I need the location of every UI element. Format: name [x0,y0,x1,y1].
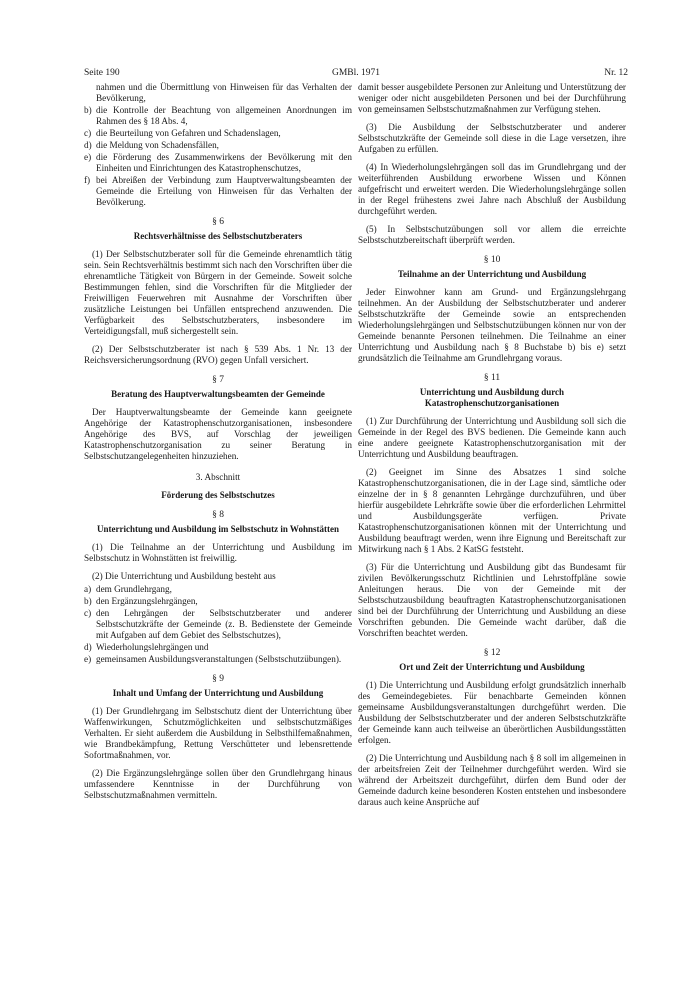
list-item: nahmen und die Übermittlung von Hinweisen für das Verhalten der Bevölkerung, [96,82,352,103]
left-column [84,82,352,808]
paragraph: Jeder Einwohner kann am Grund- und Ergänzungslehrgang teilnehmen. An der Ausbildung der Selbstschutzberater und anderer Selbstschutzkräfte der Gemeinde sowie an entsprechenden Wiederholungslehrgängen und Selbstschutzübungen können nur von der Gemeinde benannte Personen teilnehmen. Die Teilnahme an einer Unterrichtung und Ausbildung nach § 8 Buchstabe b) bis e) setzt grundsätzlich die Teilnahme am Grundlehrgang voraus. [358,287,626,363]
section-number: § 11 [483,373,501,383]
paragraph: (2) Die Unterrichtung und Ausbildung nach § 8 soll im allgemeinen in der arbeitsfreien Zeit der Teilnehmer durchgeführt werden. Wird sie während der Arbeitszeit durchgeführt, dürfen dem Bund oder der Gemeinde dadurch keine besonderen Kosten entstehen und insbesondere daraus auch keine Ansprüche auf [358,753,626,807]
paragraph: (3) Für die Unterrichtung und Ausbildung gibt das Bundesamt für zivilen Bevölkerungsschutz Richtlinien und Lehrstoffpläne sowie Anleitungen heraus. Die von der Gemeinde mit der Selbstschutzausbildung beauftragten Katastrophenschutzorganisationen sind bei der Durchführung der Unterrichtung und Ausbildung an diese Vorschriften gebunden. Die Gemeinde wacht darüber, daß die Vorschriften beachtet werden. [358,562,626,638]
paragraph: (1) Die Teilnahme an der Unterrichtung und Ausbildung im Selbstschutz in Wohnstätten ist freiwillig. [84,542,352,563]
paragraph: (1) Der Selbstschutzberater soll für die Gemeinde ehrenamtlich tätig sein. Sein Rechtsverhältnis bestimmt sich nach den Vorschriften über die ehrenamtliche Tätigkeit von Bürgern in der Gemeinde. Soweit solche Bestimmungen fehlen, sind die Vorschriften für die Mitglieder der Freiwilligen Feuerwehren mit Ausnahme der Vorschriften über zusätzliche Leistungen bei Unfällen entsprechend anzuwenden. Die Verfügbarkeit des Selbstschutzberaters, insbesondere im Verteidigungsfall, muß sichergestellt sein. [84,249,352,336]
section-number: § 6 [212,217,224,227]
list-item: d) die Meldung von Schadensfällen, [84,140,219,150]
paragraph: (1) Zur Durchführung der Unterrichtung und Ausbildung soll sich die Gemeinde in der Regel des BVS bedienen. Die Gemeinde kann auch eine andere geeignete Katastrophenschutzorganisation mit der Unterrichtung und Ausbildung beauftragen. [358,416,626,459]
section-title: Beratung des Hauptverwaltungsbeamten der Gemeinde [111,389,325,399]
section-title: Inhalt und Umfang der Unterrichtung und Ausbildung [112,688,324,698]
issue-number: Nr. 12 [604,68,628,78]
section-title: Ort und Zeit der Unterrichtung und Ausbildung [399,662,585,672]
paragraph: (1) Die Unterrichtung und Ausbildung erfolgt grundsätzlich innerhalb des Gemeindegebietes. Für benachbarte Gemeinden können gemeinsame Ausbildungsveranstaltungen durchgeführt werden. Die Ausbildung der Selbstschutzberater und der anderen Selbstschutzkräfte der Gemeinde kann auch teilweise an überörtlichen Ausbildungsstätten erfolgen. [358,680,626,745]
section-number: § 10 [483,255,501,265]
list-item: c) die Beurteilung von Gefahren und Schadenslagen, [84,128,281,138]
paragraph: (4) In Wiederholungslehrgängen soll das im Grundlehrgang und der weiterführenden Ausbildung erworbene Wissen und Können aufgefrischt und erweitert werden. Die Wiederholungslehrgänge sollen in der Regel frühestens zwei Jahre nach Abschluß der Ausbildung durchgeführt werden. [358,162,626,216]
page-number: Seite 190 [84,68,120,78]
paragraph: (1) Der Grundlehrgang im Selbstschutz dient der Unterrichtung über Waffenwirkungen, Schutzmöglichkeiten und selbstschutzmäßiges Verhalten. Er sieht außerdem die Ausbildung in Selbsthilfemaßnahmen, wie Brandbekämpfung, Rettung Verschütteter und lebensrettende Sofortmaßnahmen, vor. [84,706,352,760]
part-title: Förderung des Selbstschutzes [161,490,275,500]
list-item: b) die Kontrolle der Beachtung von allgemeinen Anordnungen im Rahmen des § 18 Abs. 4, [84,105,352,126]
list-item: d) Wiederholungslehrgängen und [84,642,209,652]
intro-list [84,82,352,208]
training-list [84,584,352,665]
section-number: § 8 [212,510,224,520]
paragraph: (2) Der Selbstschutzberater ist nach § 539 Abs. 1 Nr. 13 der Reichsversicherungsordnung (RVO) gegen Unfall versichert. [84,344,352,365]
list-item: e) die Förderung des Zusammenwirkens der Bevölkerung mit den Einheiten und Einrichtungen des Katastrophenschutzes, [84,152,352,173]
list-item: a) dem Grundlehrgang, [84,584,172,594]
section-number: § 12 [483,648,501,658]
list-item: c) den Lehrgängen der Selbstschutzberater und anderer Selbstschutzkräfte der Gemeinde (z. B. Bedienstete der Gemeinde mit Aufgaben auf dem Gebiet des Selbstschutzes), [84,608,352,640]
journal-reference: GMBl. 1971 [331,68,381,78]
paragraph: (3) Die Ausbildung der Selbstschutzberater und anderer Selbstschutzkräfte der Gemeinde soll diese in die Lage versetzen, ihre Aufgaben zu erfüllen. [358,122,626,154]
paragraph: (2) Die Ergänzungslehrgänge sollen über den Grundlehrgang hinaus umfassendere Kenntnisse in der Durchführung von Selbstschutzmaßnahmen vermitteln. [84,768,352,800]
page-header [84,68,628,82]
right-column [358,82,626,815]
paragraph: Der Hauptverwaltungsbeamte der Gemeinde kann geeignete Angehörige der Katastrophenschutzorganisationen, insbesondere Angehörige des BVS, auf Vorschlag der jeweiligen Katastrophenschutzorganisation zu seiner Beratung in Selbstschutzangelegenheiten hinzuziehen. [84,407,352,461]
paragraph: damit besser ausgebildete Personen zur Anleitung und Unterstützung der weniger oder nicht ausgebildeten Personen und bei der Durchführung von gemeinsamen Selbstschutzmaßnahmen zur Verfügung stehen. [358,82,626,114]
list-item: b) den Ergänzungslehrgängen, [84,596,198,606]
paragraph: (5) In Selbstschutzübungen soll vor allem die erreichte Selbstschutzbereitschaft überprüft werden. [358,224,626,245]
section-number: § 7 [212,375,224,385]
part-label: 3. Abschnitt [195,472,241,482]
paragraph: (2) Die Unterrichtung und Ausbildung besteht aus [92,571,276,581]
section-number: § 9 [212,674,224,684]
section-title: Rechtsverhältnisse des Selbstschutzberaters [133,231,303,241]
section-title: Teilnahme an der Unterrichtung und Ausbildung [397,269,587,279]
section-title: Unterrichtung und Ausbildung im Selbstschutz in Wohnstätten [97,524,339,534]
section-title: Unterrichtung und Ausbildung durch Katastrophenschutzorganisationen [419,387,565,408]
paragraph: (2) Geeignet im Sinne des Absatzes 1 sind solche Katastrophenschutzorganisationen, die in der Lage sind, sämtliche oder einzelne der in § 8 genannten Lehrgänge durchzuführen, und über hierfür ausgebildete Lehrkräfte sowie über die erforderlichen Lehrmittel und Ausbildungsgeräte verfügen. Private Katastrophenschutzorganisationen können mit der Unterrichtung und Ausbildung beauftragt werden, wenn ihre Eignung und Bereitschaft zur Mitwirkung nach § 1 Abs. 2 KatSG feststeht. [358,467,626,554]
list-item: f) bei Abreißen der Verbindung zum Hauptverwaltungsbeamten der Gemeinde die Erteilung von Hinweisen für das Verhalten der Bevölkerung. [84,175,352,207]
list-item: e) gemeinsamen Ausbildungsveranstaltungen (Selbstschutzübungen). [84,654,342,664]
